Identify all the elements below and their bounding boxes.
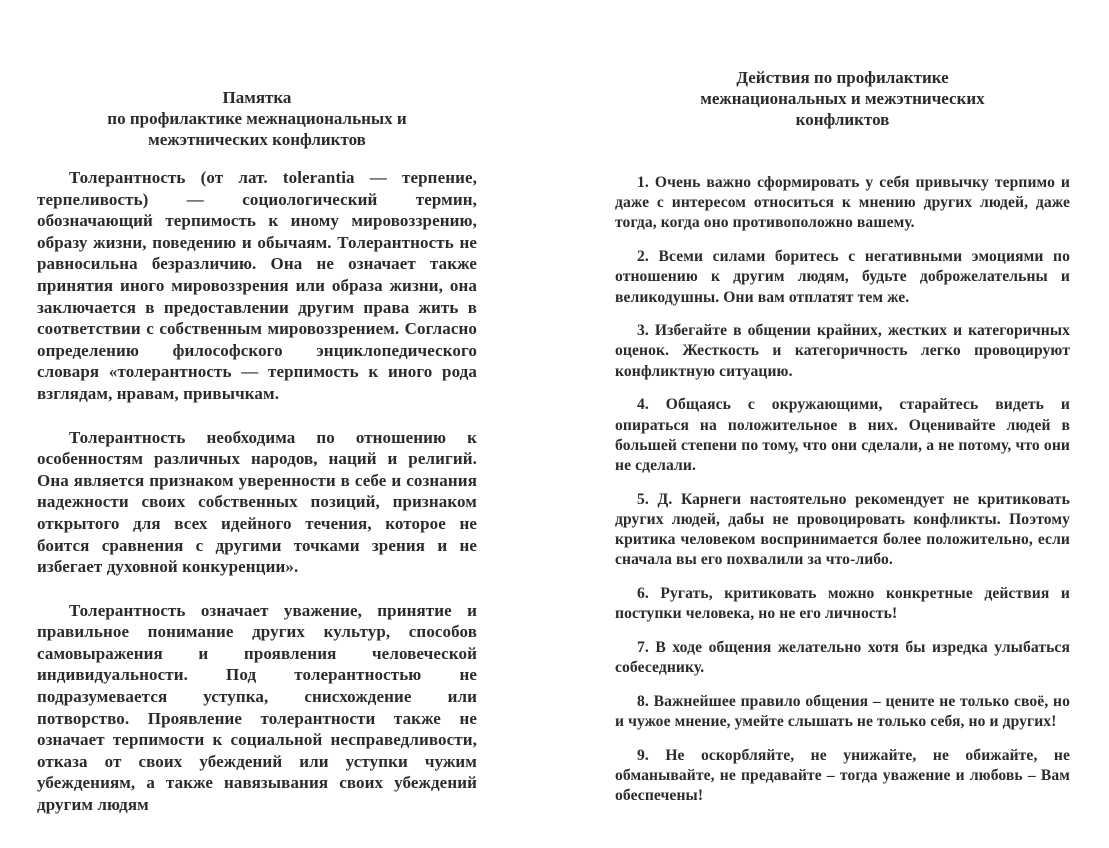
memo-title: [37, 87, 477, 150]
actions-title-line: межнациональных и межэтнических: [700, 89, 985, 108]
action-item: 1. Очень важно сформировать у себя привычку терпимо и даже с интересом относиться к мнению других людей, даже тогда, когда оно противоположно вашему.: [615, 174, 1070, 232]
action-item: 6. Ругать, критиковать можно конкретные действия и поступки человека, но не его личность!: [615, 584, 1070, 623]
memo-title-line: межэтнических конфликтов: [148, 130, 366, 149]
tolerance-definition-paragraph: Толерантность (от лат. tolerantia — терпение, терпеливость) — социологический термин, обозначающий терпимость к иному мировоззрению, образу жизни, поведению и обычаям. Толерантность не равносильна безразличию. Она не означает также принятия иного мировоззрения или образа жизни, она заключается в предоставлении другим права жить в соответствии с собственным мировоззрением. Согласно определению философского энциклопедического словаря «толерантность — терпимость к иного рода взглядам, нравам, привычкам.: [37, 168, 477, 403]
action-item: 5. Д. Карнеги настоятельно рекомендует не критиковать других людей, дабы не провоцировать конфликты. Поэтому критика человеком воспринимается более положительно, если сначала вы его похвалили за что-либо.: [615, 490, 1070, 569]
action-item: 3. Избегайте в общении крайних, жестких и категоричных оценок. Жесткость и категоричность легко провоцируют конфликтную ситуацию.: [615, 322, 1070, 380]
actions-title: [615, 67, 1070, 130]
action-item: 8. Важнейшее правило общения – цените не только своё, но и чужое мнение, умейте слышать не только себя, но и других!: [615, 692, 1070, 730]
tolerance-meaning-paragraph: Толерантность означает уважение, принятие и правильное понимание других культур, способов самовыражения и проявления человеческой индивидуальности. Под толерантностью не подразумевается уступка, снисхождение или потворство. Проявление толерантности также не означает терпимости к социальной несправедливости, отказа от своих убеждений или уступки чужим убеждениям, а также навязывания своих убеждений другим людям: [37, 600, 477, 815]
actions-title-line: конфликтов: [795, 110, 890, 129]
memo-title-line: по профилактике межнациональных и: [107, 109, 407, 128]
actions-list: [615, 173, 1070, 806]
action-item: 7. В ходе общения желательно хотя бы изредка улыбаться собеседнику.: [615, 638, 1070, 677]
tolerance-necessity-paragraph: Толерантность необходима по отношению к особенностям различных народов, наций и религий. Она является признаком уверенности в себе и сознания надежности своих собственных позиций, признаком открытого для всех идейного течения, которое не боится сравнения с другими точками зрения и не избегает духовной конкуренции».: [37, 427, 477, 577]
memo-title-line: Памятка: [222, 88, 292, 107]
actions-title-line: Действия по профилактике: [736, 68, 949, 87]
action-item: 9. Не оскорбляйте, не унижайте, не обижайте, не обманывайте, не предавайте – тогда уважение и любовь – Вам обеспечены!: [615, 746, 1070, 805]
action-item: 4. Общаясь с окружающими, старайтесь видеть и опираться на положительное в них. Оценивайте людей в большей степени по тому, что они сделали, а не потому, что они не сделали.: [615, 396, 1070, 474]
action-item: 2. Всеми силами боритесь с негативными эмоциями по отношению к другим людям, будьте доброжелательны и великодушны. Они вам отплатят тем же.: [615, 248, 1070, 306]
memo-body: [37, 167, 477, 816]
